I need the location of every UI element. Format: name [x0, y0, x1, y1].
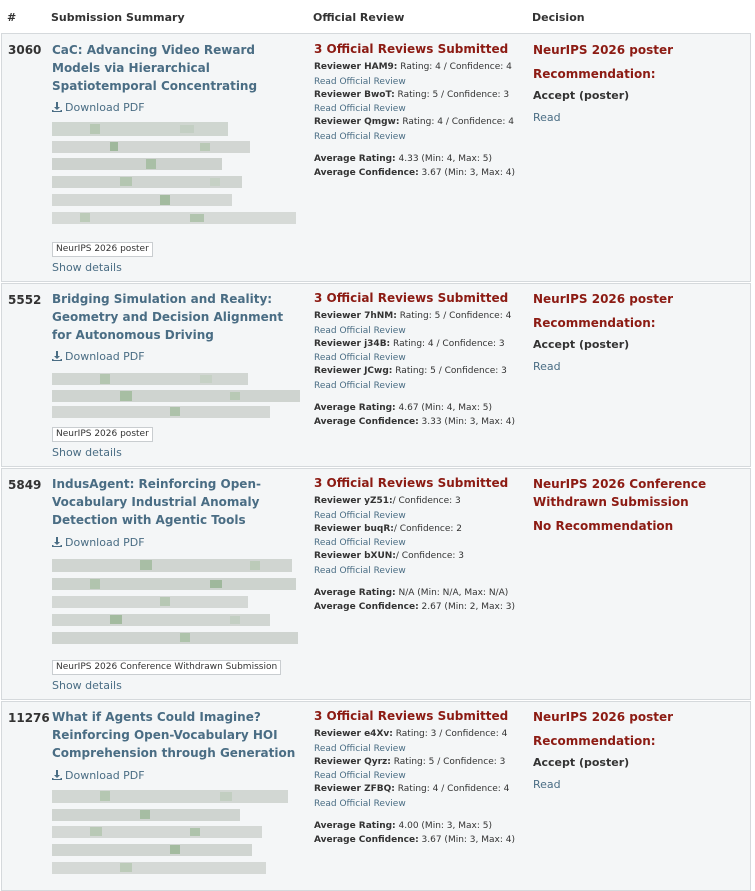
reviews-count-heading: 3 Official Reviews Submitted — [314, 42, 509, 56]
header-submission-summary: Submission Summary — [51, 11, 185, 24]
reviewer-scores: Rating: 5 / Confidence: 3 — [394, 89, 510, 100]
download-pdf-label: Download PDF — [65, 769, 145, 782]
show-details-link[interactable]: Show details — [52, 679, 122, 692]
reviewer-entry — [314, 365, 524, 379]
read-official-review-link[interactable]: Read Official Review — [314, 104, 406, 114]
reviewer-scores: Rating: 5 / Confidence: 3 — [390, 756, 506, 767]
read-official-review-link[interactable]: Read Official Review — [314, 131, 406, 142]
reviewer-entry — [314, 116, 524, 130]
header-decision: Decision — [532, 11, 585, 24]
show-details-link[interactable]: Show details — [52, 261, 122, 274]
reviewer-name: Reviewer j34B: — [314, 338, 391, 349]
reviewer-entry — [314, 89, 524, 103]
reviewer-scores: Rating: 3 / Confidence: 4 — [392, 729, 508, 739]
reviewer-name: Reviewer yZ51: — [314, 496, 393, 506]
reviewer-entry — [314, 495, 524, 509]
reviewer-name: Reviewer buqR: — [314, 523, 394, 534]
reviewer-name: Reviewer bXUN: — [314, 551, 396, 561]
average-rating-label: Average Rating: — [314, 587, 396, 598]
submission-number: 11276 — [8, 711, 50, 725]
reviews-count-heading: 3 Official Reviews Submitted — [314, 709, 509, 723]
reviewer-name: Reviewer JCwg: — [314, 366, 393, 376]
download-pdf-link[interactable] — [52, 769, 145, 782]
decision-read-link[interactable]: Read — [533, 360, 561, 373]
average-confidence-label: Average Confidence: — [314, 167, 419, 178]
reviewer-name: Reviewer 7hNM: — [314, 311, 397, 321]
read-official-review-link[interactable]: Read Official Review — [314, 798, 406, 809]
reviewer-name: Reviewer HAM9: — [314, 62, 398, 72]
reviewer-entry — [314, 61, 524, 75]
decision-venue: NeurIPS 2026 poster — [533, 43, 674, 57]
average-rating — [314, 401, 524, 415]
decision-venue: NeurIPS 2026 poster — [533, 292, 674, 306]
reviewer-scores: Rating: 4 / Confidence: 4 — [397, 62, 512, 72]
average-confidence-label: Average Confidence: — [314, 416, 419, 427]
average-confidence — [314, 166, 524, 180]
average-confidence-value: 3.33 (Min: 3, Max: 4) — [418, 416, 515, 427]
reviewer-entry — [314, 756, 524, 770]
average-rating-value: 4.00 (Min: 3, Max: 5) — [395, 820, 492, 831]
reviewer-entry — [314, 523, 524, 537]
download-pdf-link[interactable] — [52, 536, 145, 549]
read-official-review-link[interactable]: Read Official Review — [314, 325, 406, 336]
venue-badge: NeurIPS 2026 Conference Withdrawn Submission — [52, 660, 281, 675]
reviewer-scores: Rating: 4 / Confidence: 3 — [390, 338, 505, 349]
decision-cell — [533, 475, 743, 535]
decision-value: Accept (poster) — [533, 338, 630, 351]
average-confidence — [314, 833, 524, 847]
decision-cell — [533, 41, 743, 124]
submission-title-link[interactable]: IndusAgent: Reinforcing Open-Vocabulary Industrial Anomaly Detection with Agentic Tools — [52, 477, 261, 527]
average-confidence-value: 3.67 (Min: 3, Max: 4) — [418, 834, 515, 845]
submission-number: 3060 — [8, 43, 42, 57]
read-official-review-link[interactable]: Read Official Review — [314, 380, 406, 391]
decision-venue: NeurIPS 2026 Conference Withdrawn Submission — [533, 477, 707, 509]
reviewer-entry — [314, 728, 524, 742]
average-rating — [314, 152, 524, 166]
download-icon — [52, 102, 62, 112]
submission-title-link[interactable]: What if Agents Could Imagine? Reinforcing Open-Vocabulary HOI Comprehension through Generation — [52, 710, 296, 760]
reviewer-entry — [314, 783, 524, 797]
download-pdf-link[interactable] — [52, 101, 145, 114]
decision-read-link[interactable]: Read — [533, 778, 561, 791]
average-confidence-label: Average Confidence: — [314, 834, 419, 845]
download-icon — [52, 351, 62, 361]
average-confidence — [314, 415, 524, 429]
read-official-review-link[interactable]: Read Official Review — [314, 510, 406, 521]
official-review-cell — [314, 42, 524, 180]
decision-recommendation-label: Recommendation: — [533, 734, 656, 748]
download-pdf-label: Download PDF — [65, 536, 145, 549]
read-official-review-link[interactable]: Read Official Review — [314, 76, 406, 87]
blurred-abstract — [50, 790, 302, 880]
reviewer-name: Reviewer Qmgw: — [314, 117, 400, 127]
average-rating-label: Average Rating: — [314, 153, 396, 164]
reviewer-entry — [314, 550, 524, 564]
reviews-count-heading: 3 Official Reviews Submitted — [314, 476, 509, 490]
decision-venue: NeurIPS 2026 poster — [533, 710, 674, 724]
official-review-cell — [314, 291, 524, 429]
table-row — [1, 701, 751, 891]
reviewer-name: Reviewer ZFBQ: — [314, 784, 395, 794]
submission-number: 5552 — [8, 293, 42, 307]
read-official-review-link[interactable]: Read Official Review — [314, 353, 406, 363]
show-details-link[interactable]: Show details — [52, 446, 122, 459]
average-rating-value: 4.33 (Min: 4, Max: 5) — [395, 153, 492, 164]
blurred-abstract — [50, 559, 302, 651]
submission-title-link[interactable]: Bridging Simulation and Reality: Geometry and Decision Alignment for Autonomous Driving — [52, 292, 284, 342]
blurred-abstract — [50, 373, 302, 421]
average-rating — [314, 586, 524, 600]
reviewer-scores: Rating: 5 / Confidence: 3 — [392, 366, 507, 376]
reviews-count-heading: 3 Official Reviews Submitted — [314, 291, 509, 305]
reviewer-entry — [314, 310, 524, 324]
header-number: # — [7, 11, 17, 24]
header-official-review: Official Review — [313, 11, 405, 24]
reviewer-scores: Rating: 4 / Confidence: 4 — [394, 784, 510, 794]
reviewer-scores: / Confidence: 3 — [392, 496, 461, 506]
reviewer-entry — [314, 338, 524, 352]
decision-value: Accept (poster) — [533, 89, 630, 102]
table-row — [1, 468, 751, 700]
decision-cell — [533, 290, 743, 373]
venue-badge: NeurIPS 2026 poster — [52, 242, 153, 257]
read-official-review-link[interactable]: Read Official Review — [314, 743, 406, 754]
reviewer-scores: / Confidence: 3 — [395, 551, 465, 561]
average-rating-label: Average Rating: — [314, 402, 396, 413]
official-review-cell — [314, 709, 524, 847]
average-confidence-value: 3.67 (Min: 3, Max: 4) — [418, 167, 515, 178]
table-row — [1, 283, 751, 467]
table-row — [1, 33, 751, 282]
official-review-cell — [314, 476, 524, 614]
decision-read-link[interactable]: Read — [533, 111, 561, 124]
average-confidence-label: Average Confidence: — [314, 601, 419, 612]
decision-cell — [533, 708, 743, 791]
decision-recommendation-label: No Recommendation — [533, 519, 674, 533]
download-icon — [52, 770, 62, 780]
decision-value: Accept (poster) — [533, 756, 630, 769]
average-rating-label: Average Rating: — [314, 820, 396, 831]
read-official-review-link[interactable]: Read Official Review — [314, 565, 406, 576]
average-confidence — [314, 600, 524, 614]
reviewer-scores: Rating: 5 / Confidence: 4 — [396, 311, 512, 321]
submission-number: 5849 — [8, 478, 42, 492]
reviewer-scores: / Confidence: 2 — [393, 523, 463, 534]
decision-recommendation-label: Recommendation: — [533, 67, 656, 81]
average-rating — [314, 819, 524, 833]
submission-title-link[interactable]: CaC: Advancing Video Reward Models via Hierarchical Spatiotemporal Concentrating — [52, 43, 258, 93]
blurred-abstract — [50, 122, 300, 234]
table-header — [0, 0, 755, 33]
reviewer-name: Reviewer Qyrz: — [314, 756, 391, 767]
read-official-review-link[interactable]: Read Official Review — [314, 771, 406, 781]
download-pdf-link[interactable] — [52, 350, 145, 363]
reviewer-name: Reviewer e4Xv: — [314, 729, 393, 739]
average-rating-value: 4.67 (Min: 4, Max: 5) — [395, 402, 492, 413]
read-official-review-link[interactable]: Read Official Review — [314, 538, 406, 548]
venue-badge: NeurIPS 2026 poster — [52, 427, 153, 442]
reviewer-name: Reviewer BwoT: — [314, 89, 395, 100]
average-confidence-value: 2.67 (Min: 2, Max: 3) — [418, 601, 515, 612]
decision-recommendation-label: Recommendation: — [533, 316, 656, 330]
reviewer-scores: Rating: 4 / Confidence: 4 — [399, 117, 514, 127]
download-pdf-label: Download PDF — [65, 101, 145, 114]
download-icon — [52, 537, 62, 547]
download-pdf-label: Download PDF — [65, 350, 145, 363]
average-rating-value: N/A (Min: N/A, Max: N/A) — [395, 587, 509, 598]
